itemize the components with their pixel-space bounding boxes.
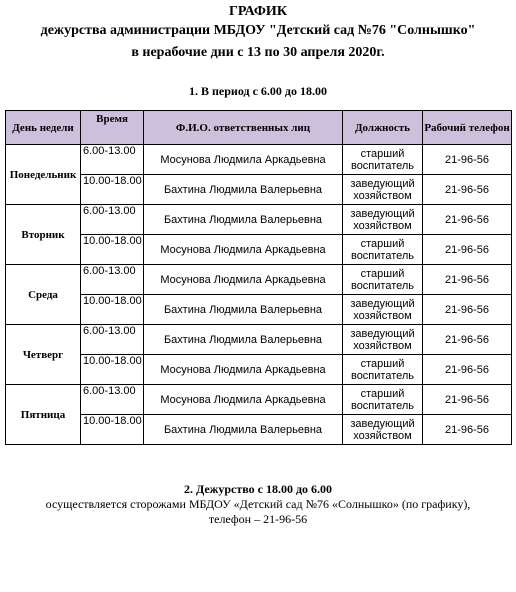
phone-cell: 21-96-56: [423, 385, 512, 415]
name-cell: Мосунова Людмила Аркадьевна: [144, 235, 343, 265]
name-cell: Мосунова Людмила Аркадьевна: [144, 355, 343, 385]
name-cell: Бахтина Людмила Валерьевна: [144, 295, 343, 325]
section2-line2: телефон – 21-96-56: [208, 512, 308, 526]
position-line1: заведующий: [350, 327, 415, 340]
document-dates: в нерабочие дни с 13 по 30 апреля 2020г.: [131, 45, 385, 60]
name-cell: Бахтина Людмила Валерьевна: [144, 415, 343, 445]
section2-title: 2. Дежурство с 18.00 до 6.00: [183, 482, 333, 496]
day-cell: Среда: [6, 265, 81, 325]
document-subtitle: дежурства администрации МБДОУ "Детский сад №76 "Солнышко": [40, 23, 476, 38]
time-cell: 10.00-18.00: [81, 355, 144, 385]
document-title: ГРАФИК: [229, 4, 287, 19]
phone-cell: 21-96-56: [423, 355, 512, 385]
position-line1: заведующий: [350, 297, 415, 310]
time-cell: 6.00-13.00: [81, 265, 144, 295]
table-header-row: [6, 111, 512, 145]
table-row: [6, 295, 512, 325]
position-line2: воспитатель: [350, 369, 415, 382]
phone-cell: 21-96-56: [423, 415, 512, 445]
position-cell: [343, 415, 423, 445]
header-position: Должность: [343, 111, 423, 145]
position-cell: [343, 355, 423, 385]
table-row: [6, 175, 512, 205]
time-cell: 10.00-18.00: [81, 235, 144, 265]
position-line2: хозяйством: [353, 309, 412, 322]
position-line2: воспитатель: [350, 249, 415, 262]
position-line1: заведующий: [350, 177, 415, 190]
position-line1: старший: [360, 267, 405, 280]
position-line1: старший: [360, 147, 405, 160]
day-cell: Вторник: [6, 205, 81, 265]
phone-cell: 21-96-56: [423, 175, 512, 205]
header-time: Время: [81, 111, 144, 145]
schedule-table: [5, 110, 512, 445]
phone-cell: 21-96-56: [423, 265, 512, 295]
header-name: Ф.И.О. ответственных лиц: [144, 111, 343, 145]
name-cell: Бахтина Людмила Валерьевна: [144, 205, 343, 235]
phone-cell: 21-96-56: [423, 295, 512, 325]
table-row: [6, 235, 512, 265]
name-cell: Мосунова Людмила Аркадьевна: [144, 265, 343, 295]
header-day: День недели: [6, 111, 81, 145]
position-line2: воспитатель: [350, 159, 415, 172]
position-cell: [343, 145, 423, 175]
position-line2: воспитатель: [350, 279, 415, 292]
table-row: [6, 145, 512, 175]
day-cell: Понедельник: [6, 145, 81, 205]
phone-cell: 21-96-56: [423, 235, 512, 265]
time-cell: 10.00-18.00: [81, 175, 144, 205]
header-phone: Рабочий телефон: [423, 111, 512, 145]
position-cell: [343, 205, 423, 235]
position-line1: заведующий: [350, 207, 415, 220]
position-line1: заведующий: [350, 417, 415, 430]
section1-title: 1. В период с 6.00 до 18.00: [189, 84, 327, 98]
position-line2: хозяйством: [353, 219, 412, 232]
position-line2: хозяйством: [353, 189, 412, 202]
day-cell: Пятница: [6, 385, 81, 445]
section2-line1: осуществляется сторожами МБДОУ «Детский сад №76 «Солнышко» (по графику),: [45, 497, 471, 511]
day-cell: Четверг: [6, 325, 81, 385]
position-line1: старший: [360, 357, 405, 370]
table-row: [6, 355, 512, 385]
time-cell: 6.00-13.00: [81, 145, 144, 175]
phone-cell: 21-96-56: [423, 325, 512, 355]
position-cell: [343, 235, 423, 265]
table-row: [6, 325, 512, 355]
section2: [0, 482, 516, 527]
time-cell: 10.00-18.00: [81, 295, 144, 325]
name-cell: Мосунова Людмила Аркадьевна: [144, 145, 343, 175]
position-cell: [343, 385, 423, 415]
table-row: [6, 385, 512, 415]
position-cell: [343, 295, 423, 325]
position-line2: хозяйством: [353, 339, 412, 352]
time-cell: 10.00-18.00: [81, 415, 144, 445]
position-cell: [343, 175, 423, 205]
phone-cell: 21-96-56: [423, 145, 512, 175]
table-row: [6, 205, 512, 235]
position-line2: хозяйством: [353, 429, 412, 442]
phone-cell: 21-96-56: [423, 205, 512, 235]
position-line1: старший: [360, 387, 405, 400]
time-cell: 6.00-13.00: [81, 205, 144, 235]
name-cell: Бахтина Людмила Валерьевна: [144, 325, 343, 355]
name-cell: Бахтина Людмила Валерьевна: [144, 175, 343, 205]
time-cell: 6.00-13.00: [81, 325, 144, 355]
position-line2: воспитатель: [350, 399, 415, 412]
position-line1: старший: [360, 237, 405, 250]
table-row: [6, 415, 512, 445]
position-cell: [343, 265, 423, 295]
table-row: [6, 265, 512, 295]
table-body: [6, 145, 512, 445]
position-cell: [343, 325, 423, 355]
time-cell: 6.00-13.00: [81, 385, 144, 415]
name-cell: Мосунова Людмила Аркадьевна: [144, 385, 343, 415]
